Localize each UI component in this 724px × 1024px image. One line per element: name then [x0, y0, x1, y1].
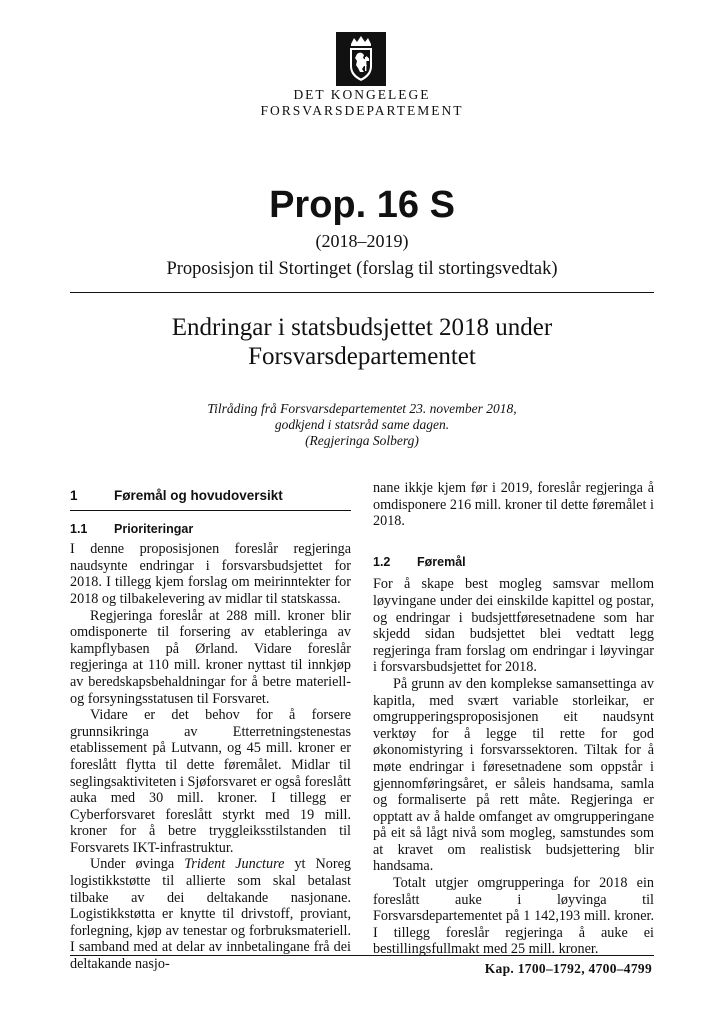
- subsection-heading: [373, 554, 654, 571]
- session-years: (2018–2019): [315, 231, 409, 251]
- paragraph: På grunn av den komplekse samansettinga av kapitla, med svært variable storleikar, er omgrupperingsproposisjonen eit naudsynt verktøy for å legge til rette for god økonomistyring i forsvarssektoren. Tiltak for å møte endringar i føresetnadene som oppstår i gjennomføringsåret, er såleis handsama, samla og formaliserte på rett måte. Regjeringa er opptatt av å halde omfanget av omgrupperingane på eit så lågt nivå som mogleg, samstundes som at kravet om realistisk budsjettering blir handsama.: [373, 675, 654, 875]
- subsection-title: Prioriteringar: [114, 521, 194, 536]
- proposition-subtitle: Proposisjon til Stortinget (forslag til stortingsvedtak): [166, 259, 558, 279]
- paragraph-text: Under øvinga: [90, 856, 185, 873]
- exercise-name: Trident Juncture: [184, 856, 285, 873]
- footer-divider: [70, 955, 654, 956]
- recommendation-line1: Tilråding frå Forsvarsdepartementet 23. november 2018,: [207, 401, 517, 416]
- proposition-number: Prop. 16 S: [269, 184, 455, 226]
- document-title-line2: Forsvarsdepartementet: [248, 343, 476, 370]
- chapter-reference: Kap. 1700–1792, 4700–4799: [484, 961, 652, 976]
- subsection-title: Føremål: [417, 554, 466, 569]
- document-title-line1: Endringar i statsbudsjettet 2018 under: [171, 314, 553, 341]
- subsection-number: 1.1: [70, 521, 88, 536]
- right-column: [373, 480, 654, 958]
- norwegian-coat-of-arms-icon: [336, 32, 386, 86]
- section-heading: [70, 488, 351, 511]
- paragraph: Totalt utgjer omgrupperinga for 2018 ein foreslått auke i løyvinga til Forsvarsdepartementet på 1 142,193 mill. kroner. I tillegg foreslår regjeringa å auke ei bestillingsfullmakt med 25 mill. kroner.: [373, 875, 654, 958]
- paragraph: nane ikkje kjem før i 2019, foreslår regjeringa å omdisponere 216 mill. kroner til dette føremålet i 2018.: [373, 480, 654, 530]
- header-divider: [70, 292, 654, 293]
- section-title: Føremål og hovudoversikt: [114, 488, 283, 503]
- recommendation-note: [0, 401, 724, 449]
- subsection-number: 1.2: [373, 554, 391, 569]
- document-title: [0, 313, 724, 371]
- recommendation-line2: godkjend i statsråd same dagen.: [274, 417, 450, 432]
- left-column: [70, 485, 351, 973]
- paragraph: For å skape best mogleg samsvar mellom løyvingane under dei einskilde kapittel og postar, og endringar i budsjettføresetnadene som har skjedd sidan budsjettet blei vedtatt legg regjeringa fram forslag om endringar i løyvingar i forsvarsbudsjettet for 2018.: [373, 576, 654, 676]
- paragraph-text: yt Noreg logistikkstøtte til allierte som skal betalast tilbake av dei deltakande nasjonane. Logistikkstøtta er knytte til drivstoff, proviant, forlegning, kjøp av tenestar og forbruksmateriell. I samband med at delar av innbetalingane frå dei deltakande nasjo-: [70, 856, 351, 973]
- department-name-line1: DET KONGELEGE: [293, 87, 431, 102]
- department-name-line2: FORSVARSDEPARTEMENT: [260, 103, 464, 118]
- subsection-heading: [70, 521, 351, 538]
- section-number: 1: [70, 488, 78, 503]
- recommendation-line3: (Regjeringa Solberg): [305, 433, 419, 448]
- paragraph: Regjeringa foreslår at 288 mill. kroner blir omdisponerte til forsering av etableringa av kampflybasen på Ørland. Vidare foreslår regjeringa at 110 mill. kroner nyttast til innkjøp av beredskapsbehaldningar for å betre materiell- og forsyningsstatusen til Forsvaret.: [70, 607, 351, 707]
- paragraph: I denne proposisjonen foreslår regjeringa naudsynte endringar i forsvarsbudsjettet for 2018. I tillegg kjem forslag om meirinntekter for 2018 og tilbakelevering av midlar til statskassa.: [70, 541, 351, 607]
- paragraph: Vidare er det behov for å forsere grunnsikringa av Etterretningstenestas etablissement på Lutvann, og 45 mill. kroner er foreslått flytta til dette føremålet. Midlar til seglingsaktiviteten i Sjøforsvaret er også foreslått auka med 30 mill. kroner. I tillegg er Cyberforsvaret foreslått styrkt med 19 mill. kroner for å betre tryggleiksstilstanden til Forsvarets IKT-infrastruktur.: [70, 707, 351, 856]
